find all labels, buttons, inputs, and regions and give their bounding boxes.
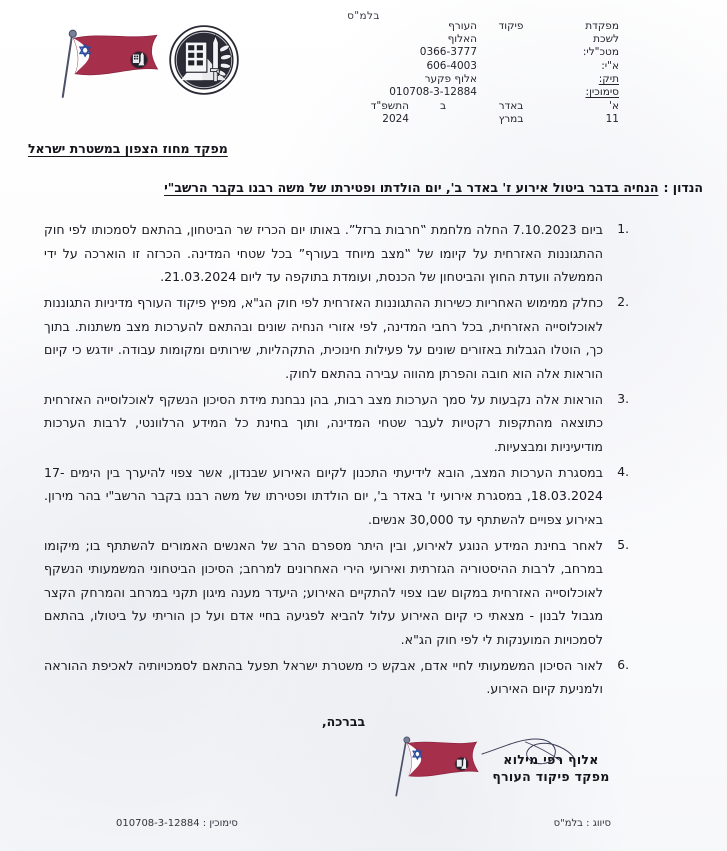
paragraph-2	[44, 291, 629, 385]
hebrew-date-year: התשפ"ד	[370, 100, 409, 113]
footer-classification-value: בלמ"ס	[553, 818, 583, 829]
signatory-title: מפקד פיקוד העורף	[492, 768, 610, 784]
paragraph-number-3: 3.	[617, 391, 629, 406]
paragraph-3	[44, 388, 629, 459]
letterhead-row-bureau	[341, 33, 619, 46]
subject-line	[24, 180, 703, 195]
document-footer	[116, 818, 611, 829]
letterhead-row-matkal-phone	[341, 46, 619, 59]
paragraph-number-6: 6.	[617, 657, 629, 672]
letterhead-mid-bureau	[477, 33, 545, 46]
gregorian-date-day: 11	[605, 113, 619, 126]
footer-classification	[554, 818, 611, 829]
hebrew-date-day: א'	[609, 100, 619, 113]
classification-marking-top: בלמ"ס	[347, 10, 380, 22]
letterhead-value-ai-phone: 606-4003	[426, 59, 477, 72]
letterhead-label-unit: מפקדת	[585, 20, 619, 32]
paragraph-text-4: במסגרת הערכות המצב, הובא לידיעתי התכנון לקיום האירוע שבנדון, אשר צפוי להיערך בין הימים 17-18.03.2024, במסגרת אירועי ז' באדר ב', יום הולדתו ופטירתו של משה רבנו בקבר הרשב"י בהר מירון. באירוע צפויים להשתתף עד 30,000 אנשים.	[44, 464, 603, 527]
paragraph-number-1: 1.	[617, 222, 629, 236]
letterhead-mid-unit: פיקוד	[498, 20, 524, 32]
letterhead-row-file	[341, 73, 619, 86]
closing-salutation: בברכה,	[321, 714, 366, 729]
letterhead-label-ai-phone: א"י:	[601, 59, 619, 72]
paragraph-number-5: 5.	[617, 537, 629, 552]
footer-classification-label: סיווג :	[586, 818, 611, 829]
letterhead-emblem-group	[55, 22, 240, 106]
signatory-rank-name: אלוף רפי מילוא	[503, 752, 599, 767]
letterhead-mid-file	[477, 73, 545, 86]
paragraph-text-3: הוראות אלה נקבעות על סמך הערכות מצב רבות, בהן נבחנת מידת הסיכון הנשקף לאוכלוסייה האזרחית כתוצאה מהתקפות רקטיות לעבר שטחי המדינה, ותוך בחינת כל המידע הרלוונטי, לרבות הערכות מודיעיניות ומבצעיות.	[44, 391, 603, 454]
footer-reference-label: סימוכין :	[202, 818, 238, 829]
letterhead-value-reference: 010708-3-12884	[389, 86, 477, 99]
home-front-command-flag-icon	[55, 26, 163, 100]
letterhead-label-file: תיק:	[598, 72, 619, 85]
gregorian-date-year: 2024	[382, 113, 409, 126]
hebrew-date-month2: ב	[439, 100, 447, 113]
letterhead-row-ai-phone	[341, 60, 619, 73]
subject-label: הנדון :	[663, 180, 703, 195]
hebrew-date-month: באדר	[498, 100, 524, 113]
paragraph-text-1: ביום 7.10.2023 החלה מלחמת ‟חרבות ברזל”. באותו יום הכריז שר הביטחון, בהתאם לסמכותו לפי חוק ההתגוננות האזרחית על קיומו של ‟מצב מיוחד בעורף” בכל שטחי המדינה. הכרזה זו הוארכה על ידי הממשלה וועדת החוץ והביטחון של הכנסת, ועומדת בתוקפה עד ליום 21.03.2024.	[44, 222, 603, 284]
letterhead-mid-ai-phone	[477, 60, 545, 73]
home-front-command-badge-icon	[168, 24, 240, 96]
paragraph-number-2: 2.	[617, 295, 629, 309]
letterhead-label-reference: סימוכין:	[585, 86, 619, 99]
letterhead-label-bureau: לשכת	[593, 33, 619, 46]
letterhead-mid-matkal-phone	[477, 46, 545, 59]
addressee-text: מפקד מחוז הצפון במשטרת ישראל	[28, 141, 228, 156]
letterhead-value-bureau: האלוף	[447, 33, 477, 46]
letterhead-row-gregorian-date	[341, 113, 619, 126]
paragraph-1	[44, 218, 629, 289]
signature-command-flag-icon	[387, 735, 483, 797]
paragraph-text-6: לאור הסיכון המשמעותי לחיי אדם, אבקש כי משטרת ישראל תפעל בהתאם לסמכויותיה לאכיפת ההוראה ולמניעת קיום האירוע.	[44, 657, 603, 696]
subject-text: הנחיה בדבר ביטול אירוע ז' באדר ב', יום הולדתו ופטירתו של משה רבנו בקבר הרשב"י	[164, 180, 659, 195]
letterhead-value-file: אלוף פקער	[424, 72, 477, 85]
paragraph-6	[44, 654, 629, 701]
letterhead-mid-reference	[477, 86, 545, 99]
letterhead-block	[341, 20, 619, 127]
gregorian-date-spacer	[409, 113, 477, 126]
letterhead-value-unit: העורף	[448, 20, 477, 32]
paragraph-number-4: 4.	[617, 464, 629, 479]
letterhead-row-unit	[341, 20, 619, 33]
footer-reference	[116, 818, 238, 829]
letterhead-row-reference	[341, 86, 619, 99]
signatory-details	[485, 752, 617, 785]
footer-reference-value: 010708-3-12884	[116, 818, 200, 829]
gregorian-date-month: במרץ	[498, 113, 524, 126]
paragraph-4	[44, 461, 629, 532]
letterhead-value-matkal-phone: 0366-3777	[419, 46, 477, 59]
paragraph-text-2: כחלק ממימוש האחריות כשירות ההתגוננות האזרחית לפי חוק הג"א, מפיץ פיקוד העורף מדיניות התגוננות לאוכלוסייה האזרחית, בכל רחבי המדינה, לפי אזורי הנחיה שונים ובהתאם להערכות מצב משתנות. בתוך כך, הוטלו הגבלות באזורים שונים על פעילות חינוכית, התקהליות, שירותים ומקומות עבודה. יודגש כי קיום הוראות אלה הוא חובה והפרתן מהווה עבירה בהתאם לחוק.	[44, 295, 603, 381]
addressee-line	[0, 141, 727, 156]
document-body	[44, 218, 629, 703]
letterhead-row-hebrew-date	[341, 100, 619, 113]
letterhead-label-matkal-phone: מטכ"לי:	[582, 46, 619, 59]
paragraph-5	[44, 534, 629, 652]
signature-block	[387, 735, 617, 795]
paragraph-text-5: לאחר בחינת המידע הנוגע לאירוע, ובין היתר מספרם הרב של האנשים האמורים להשתתף בו; מיקומו במרחב, לרבות ההיסטוריה הגזרתית ואירועי הירי האחרונים למרחב; הסיכון הביטחוני המשמעותי הנשקף לאוכלוסייה האזרחית במקום שבו צפוי להתקיים האירוע; היעדר מענה מיגון תקני במרחב והמרחק הקצר מגבול לבנון - מצאתי כי קיום האירוע עלול להביא לפגיעה בחיי אדם ועל כן הוריתי על ביטולו, בהתאם לסמכויות המוענקות לי לפי חוק הג"א.	[44, 537, 603, 647]
